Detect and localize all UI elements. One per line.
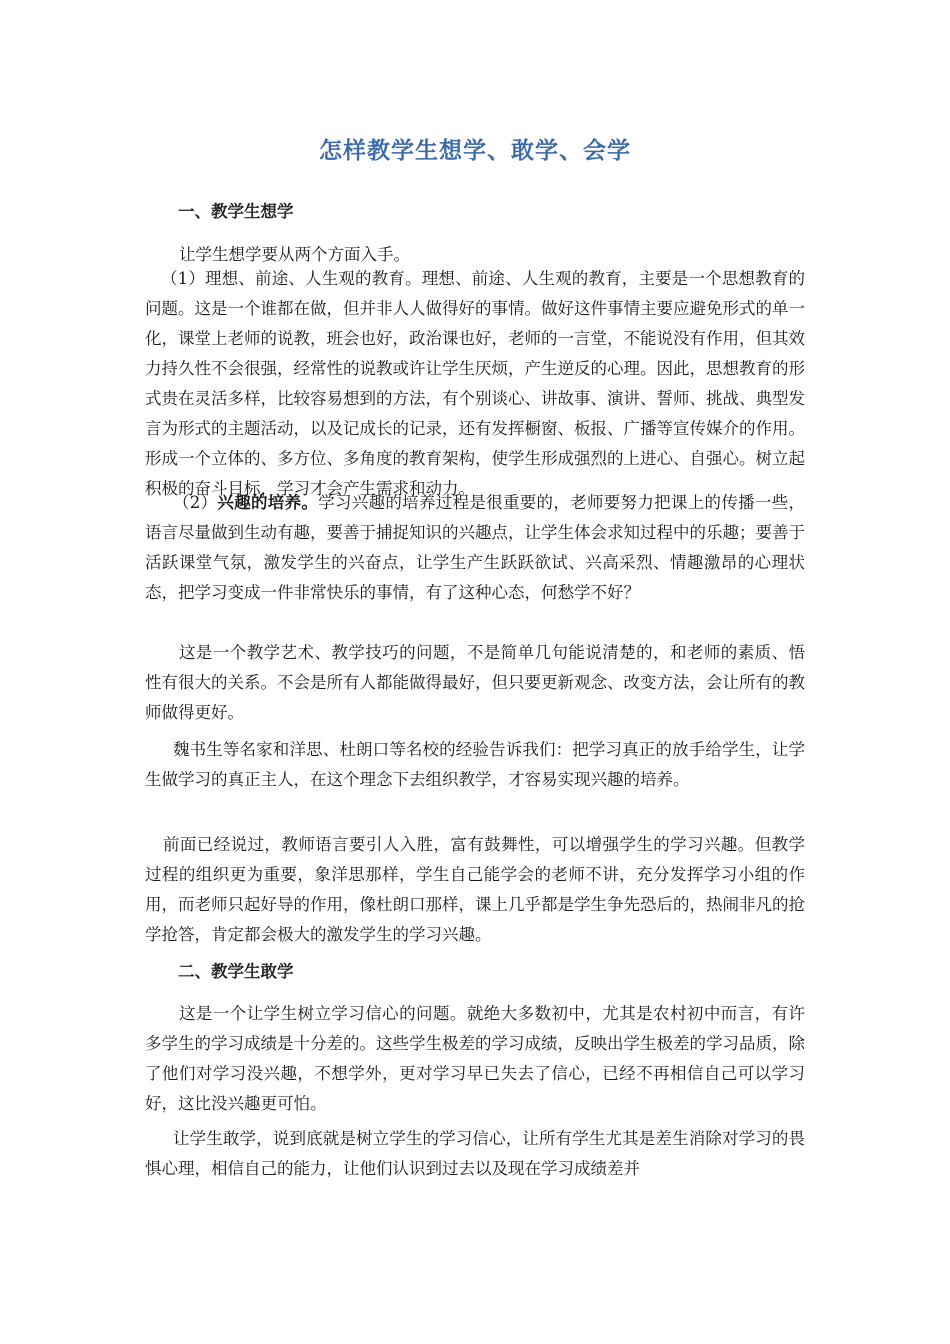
section1-paragraph-1: （1）理想、前途、人生观的教育。理想、前途、人生观的教育，主要是一个思想教育的问题。这是一个谁都在做，但并非人人做得好的事情。做好这件事情主要应避免形式的单一化，课堂上老师的说教，班会也好，政治课也好，老师的一言堂，不能说没有作用，但其效力持久性不会很强，经常性的说教或许让学生厌烦，产生逆反的心理。因此，思想教育的形式贵在灵活多样，比较容易想到的方法，有个别谈心、讲故事、演讲、誓师、挑战、典型发言为形式的主题活动，以及记成长的记录，还有发挥橱窗、板报、广播等宣传媒介的作用。形成一个立体的、多方位、多角度的教育架构，使学生形成强烈的上进心、自强心。树立起积极的奋斗目标，学习才会产生需求和动力。 (145, 269, 805, 498)
section2-paragraph-2: 让学生敢学，说到底就是树立学生的学习信心，让所有学生尤其是差生消除对学习的畏惧心理，相信自己的能力，让他们认识到过去以及现在学习成绩差并 (145, 1129, 805, 1178)
section1-paragraph-4: 魏书生等名家和洋思、杜朗口等名校的经验告诉我们：把学习真正的放手给学生，让学生做学习的真正主人，在这个理念下去组织教学，才容易实现兴趣的培养。 (145, 740, 805, 789)
section2-paragraph-1: 这是一个让学生树立学习信心的问题。就绝大多数初中，尤其是农村初中而言，有许多学生的学习成绩是十分差的。这些学生极差的学习成绩，反映出学生极差的学习品质，除了他们对学习没兴趣，不想学外，更对学习早已失去了信心，已经不再相信自己可以学习好，这比没兴趣更可怕。 (145, 1004, 805, 1113)
section1-paragraph-5: 前面已经说过，教师语言要引人入胜，富有鼓舞性，可以增强学生的学习兴趣。但教学过程的组织更为重要，象洋思那样，学生自己能学会的老师不讲，充分发挥学习小组的作用，而老师只起好导的作用，像杜朗口那样，课上几乎都是学生争先恐后的，热闹非凡的抢学抢答，肯定都会极大的激发学生的学习兴趣。 (145, 835, 805, 944)
section1-intro: 让学生想学要从两个方面入手。 (179, 245, 410, 264)
section1-paragraph-3: 这是一个教学艺术、教学技巧的问题，不是简单几句能说清楚的，和老师的素质、悟性有很大的关系。不会是所有人都能做得最好，但只要更新观念、改变方法，会让所有的教师做得更好。 (145, 643, 805, 722)
section-heading-2: 二、教学生敢学 (178, 962, 294, 981)
paragraph-2-prefix: （2） (173, 493, 218, 512)
section1-paragraph-2 (145, 488, 805, 608)
paragraph-2-body: 学习兴趣的培养过程是很重要的，老师要努力把课上的传播一些，语言尽量做到生动有趣，要善于捕捉知识的兴趣点，让学生体会求知过程中的乐趣；要善于活跃课堂气氛，激发学生的兴奋点，让学生产生跃跃欲试、兴高采烈、情趣激昂的心理状态，把学习变成一件非常快乐的事情，有了这种心态，何愁学不好？ (145, 493, 806, 602)
paragraph-2-bold-phrase: 兴趣的培养。 (217, 493, 319, 512)
page-title: 怎样教学生想学、敢学、会学 (319, 137, 631, 164)
section-heading-1: 一、教学生想学 (178, 202, 294, 221)
